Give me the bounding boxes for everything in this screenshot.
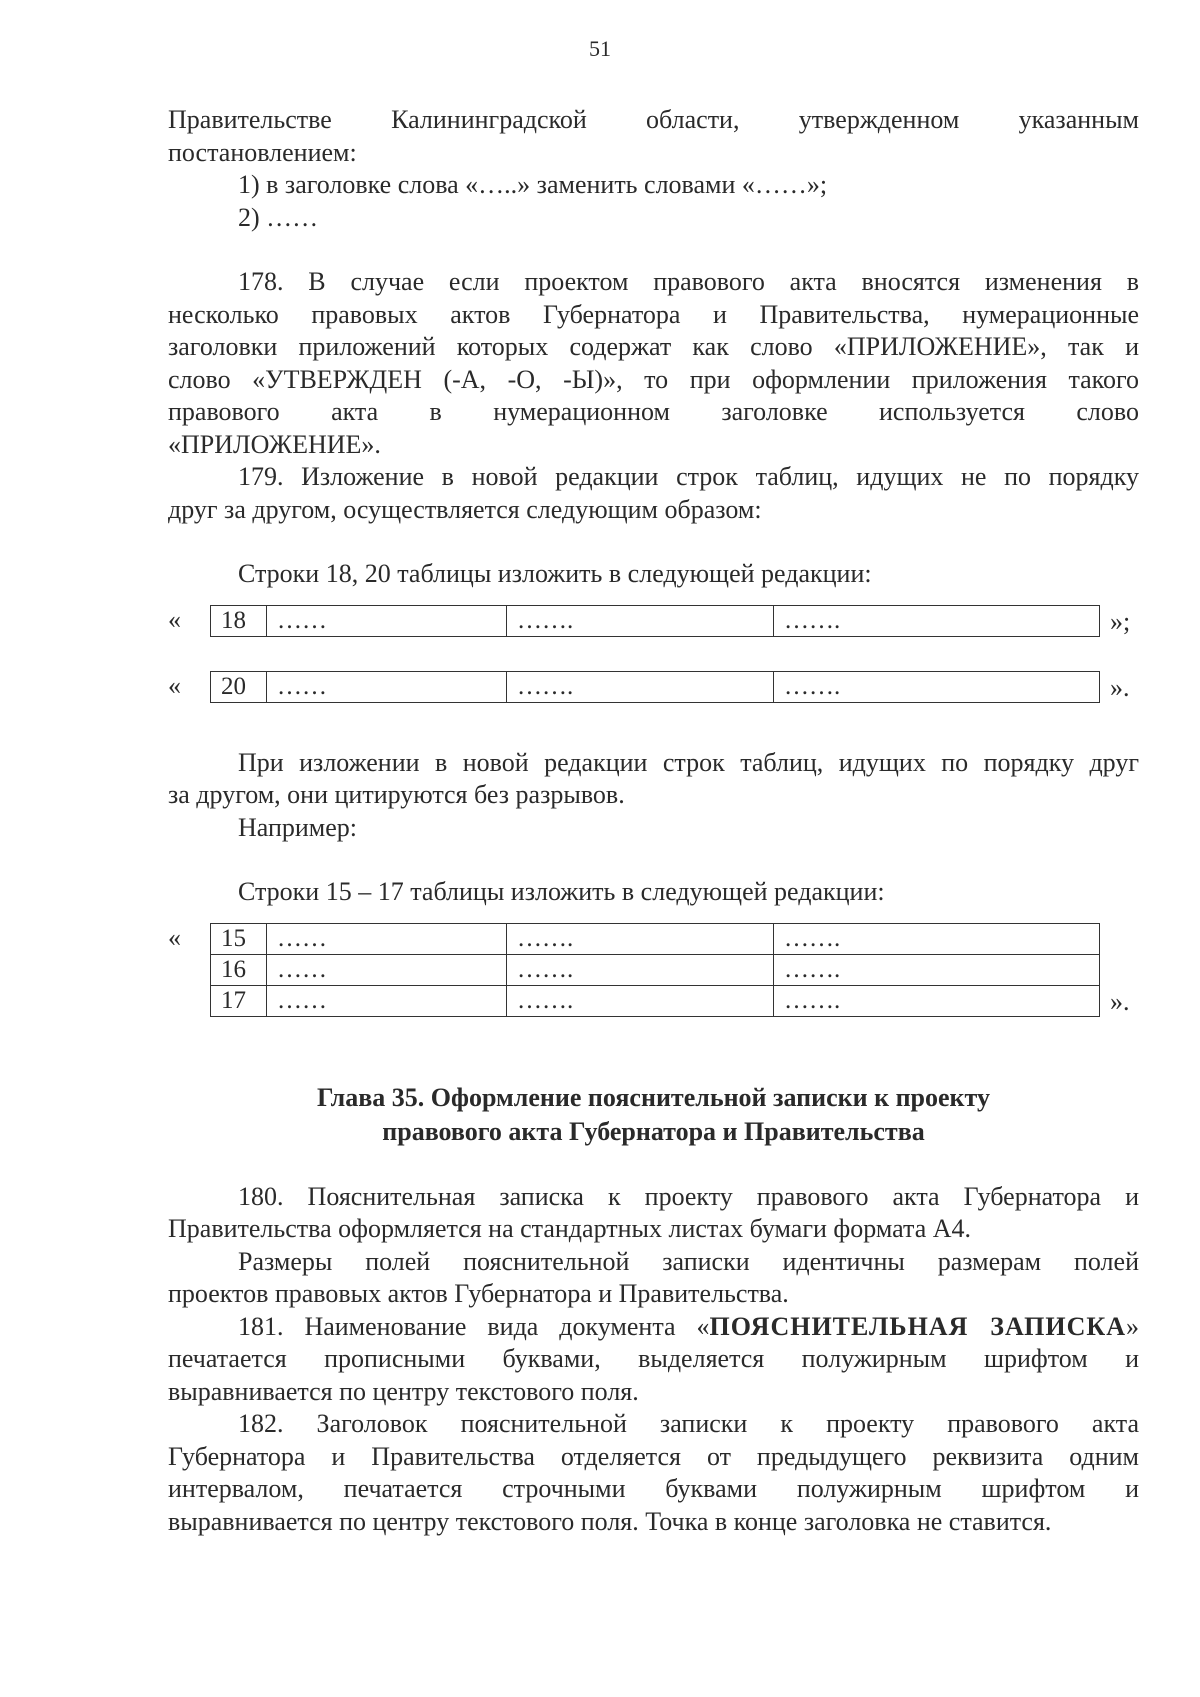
table-row (211, 605, 1100, 636)
table-cell: 17 (211, 985, 267, 1016)
table-cell: ……. (774, 985, 1100, 1016)
close-quote: ». (1110, 986, 1130, 1016)
chapter-heading (168, 1081, 1139, 1149)
paragraph-178 (168, 266, 1139, 461)
open-quote: « (168, 604, 181, 634)
example-label: Например: (238, 812, 358, 842)
chapter-title-line-2: правового акта Губернатора и Правительства (382, 1116, 925, 1146)
bold-document-type: ПОЯСНИТЕЛЬНАЯ ЗАПИСКА (709, 1311, 1126, 1341)
quoted-table-18 (210, 605, 1100, 637)
quoted-table-20 (210, 671, 1100, 703)
paragraph-180 (168, 1181, 1139, 1311)
table-row (211, 671, 1100, 702)
quoted-rows-15-17 (168, 923, 1139, 1017)
table-cell: 16 (211, 954, 267, 985)
page-number: 51 (589, 36, 611, 61)
example-2-caption: Строки 15 – 17 таблицы изложить в следующей редакции: (238, 877, 885, 906)
table-cell: ……. (507, 671, 774, 702)
open-quote: « (168, 670, 181, 700)
table-row (211, 954, 1100, 985)
open-quote: « (168, 922, 181, 952)
intro-item-2: 2) …… (238, 202, 319, 232)
paragraph-179 (168, 461, 1139, 526)
example-1-caption: Строки 18, 20 таблицы изложить в следующей редакции: (238, 559, 872, 588)
paragraph-line: правового акта в нумерационном заголовке используется слово (168, 397, 1139, 426)
table-cell: ……. (507, 954, 774, 985)
paragraph-line: друг за другом, осуществляется следующим образом: (168, 494, 762, 524)
paragraph-line: заголовки приложений которых содержат как слово «ПРИЛОЖЕНИЕ», так и (168, 332, 1139, 361)
paragraph-line: за другом, они цитируются без разрывов. (168, 780, 625, 809)
paragraph-line: Размеры полей пояснительной записки идентичны размерам полей (238, 1246, 1139, 1276)
table-cell: 18 (211, 605, 267, 636)
close-quote: »; (1110, 606, 1131, 636)
table-cell: ……. (507, 923, 774, 954)
table-cell: …… (267, 605, 507, 636)
table-cell: …… (267, 954, 507, 985)
paragraph-line: «ПРИЛОЖЕНИЕ». (168, 429, 381, 459)
table-cell: ……. (774, 954, 1100, 985)
paragraph-line: выравнивается по центру текстового поля. (168, 1376, 639, 1406)
table-cell: …… (267, 985, 507, 1016)
paragraph-line: 180. Пояснительная записка к проекту правового акта Губернатора и (238, 1181, 1139, 1211)
table-row (211, 923, 1100, 954)
paragraph-line: Губернатора и Правительства отделяется от предыдущего реквизита одним (168, 1441, 1139, 1471)
paragraph-line: 182. Заголовок пояснительной записки к проекту правового акта (238, 1409, 1139, 1438)
paragraph-line: 179. Изложение в новой редакции строк таблиц, идущих не по порядку (238, 462, 1139, 491)
paragraph-line (168, 1311, 1139, 1344)
paragraph-182 (168, 1408, 1139, 1538)
paragraph-line: несколько правовых актов Губернатора и Правительства, нумерационные (168, 299, 1139, 329)
table-cell: …… (267, 923, 507, 954)
table-cell: ……. (507, 605, 774, 636)
paragraph-consecutive-rows (168, 747, 1139, 845)
paragraph-line: проектов правовых актов Губернатора и Правительства. (168, 1279, 789, 1308)
table-cell: ……. (774, 923, 1100, 954)
text-run: » (1126, 1311, 1139, 1341)
intro-line-2: постановлением: (168, 137, 357, 167)
quoted-row-18 (168, 605, 1139, 637)
chapter-title-line-1: Глава 35. Оформление пояснительной записки к проекту (317, 1082, 990, 1112)
table-cell: ……. (774, 671, 1100, 702)
table-cell: 20 (211, 671, 267, 702)
paragraph-line: Правительства оформляется на стандартных листах бумаги формата А4. (168, 1214, 972, 1243)
table-cell: …… (267, 671, 507, 702)
text-run: 181. Наименование вида документа « (238, 1311, 710, 1341)
table-cell: ……. (774, 605, 1100, 636)
paragraph-line: При изложении в новой редакции строк таблиц, идущих по порядку друг (238, 747, 1139, 777)
quoted-table-15-17 (210, 923, 1100, 1017)
paragraph-line: 178. В случае если проектом правового акта вносятся изменения в (238, 267, 1139, 296)
table-cell: ……. (507, 985, 774, 1016)
close-quote: ». (1110, 672, 1130, 702)
table-cell: 15 (211, 923, 267, 954)
document-body (168, 104, 1139, 1538)
quoted-row-20 (168, 671, 1139, 703)
paragraph-line: печатается прописными буквами, выделяется полужирным шрифтом и (168, 1344, 1139, 1373)
table-row (211, 985, 1100, 1016)
paragraph-line: выравнивается по центру текстового поля. Точка в конце заголовка не ставится. (168, 1506, 1052, 1536)
intro-item-1: 1) в заголовке слова «…..» заменить словами «……»; (238, 170, 828, 199)
intro-line-1: Правительстве Калининградской области, утвержденном указанным (168, 105, 1139, 134)
paragraph-line: слово «УТВЕРЖДЕН (-А, -О, -Ы)», то при оформлении приложения такого (168, 364, 1139, 394)
paragraph-line: интервалом, печатается строчными буквами полужирным шрифтом и (168, 1474, 1139, 1503)
paragraph-181 (168, 1311, 1139, 1409)
